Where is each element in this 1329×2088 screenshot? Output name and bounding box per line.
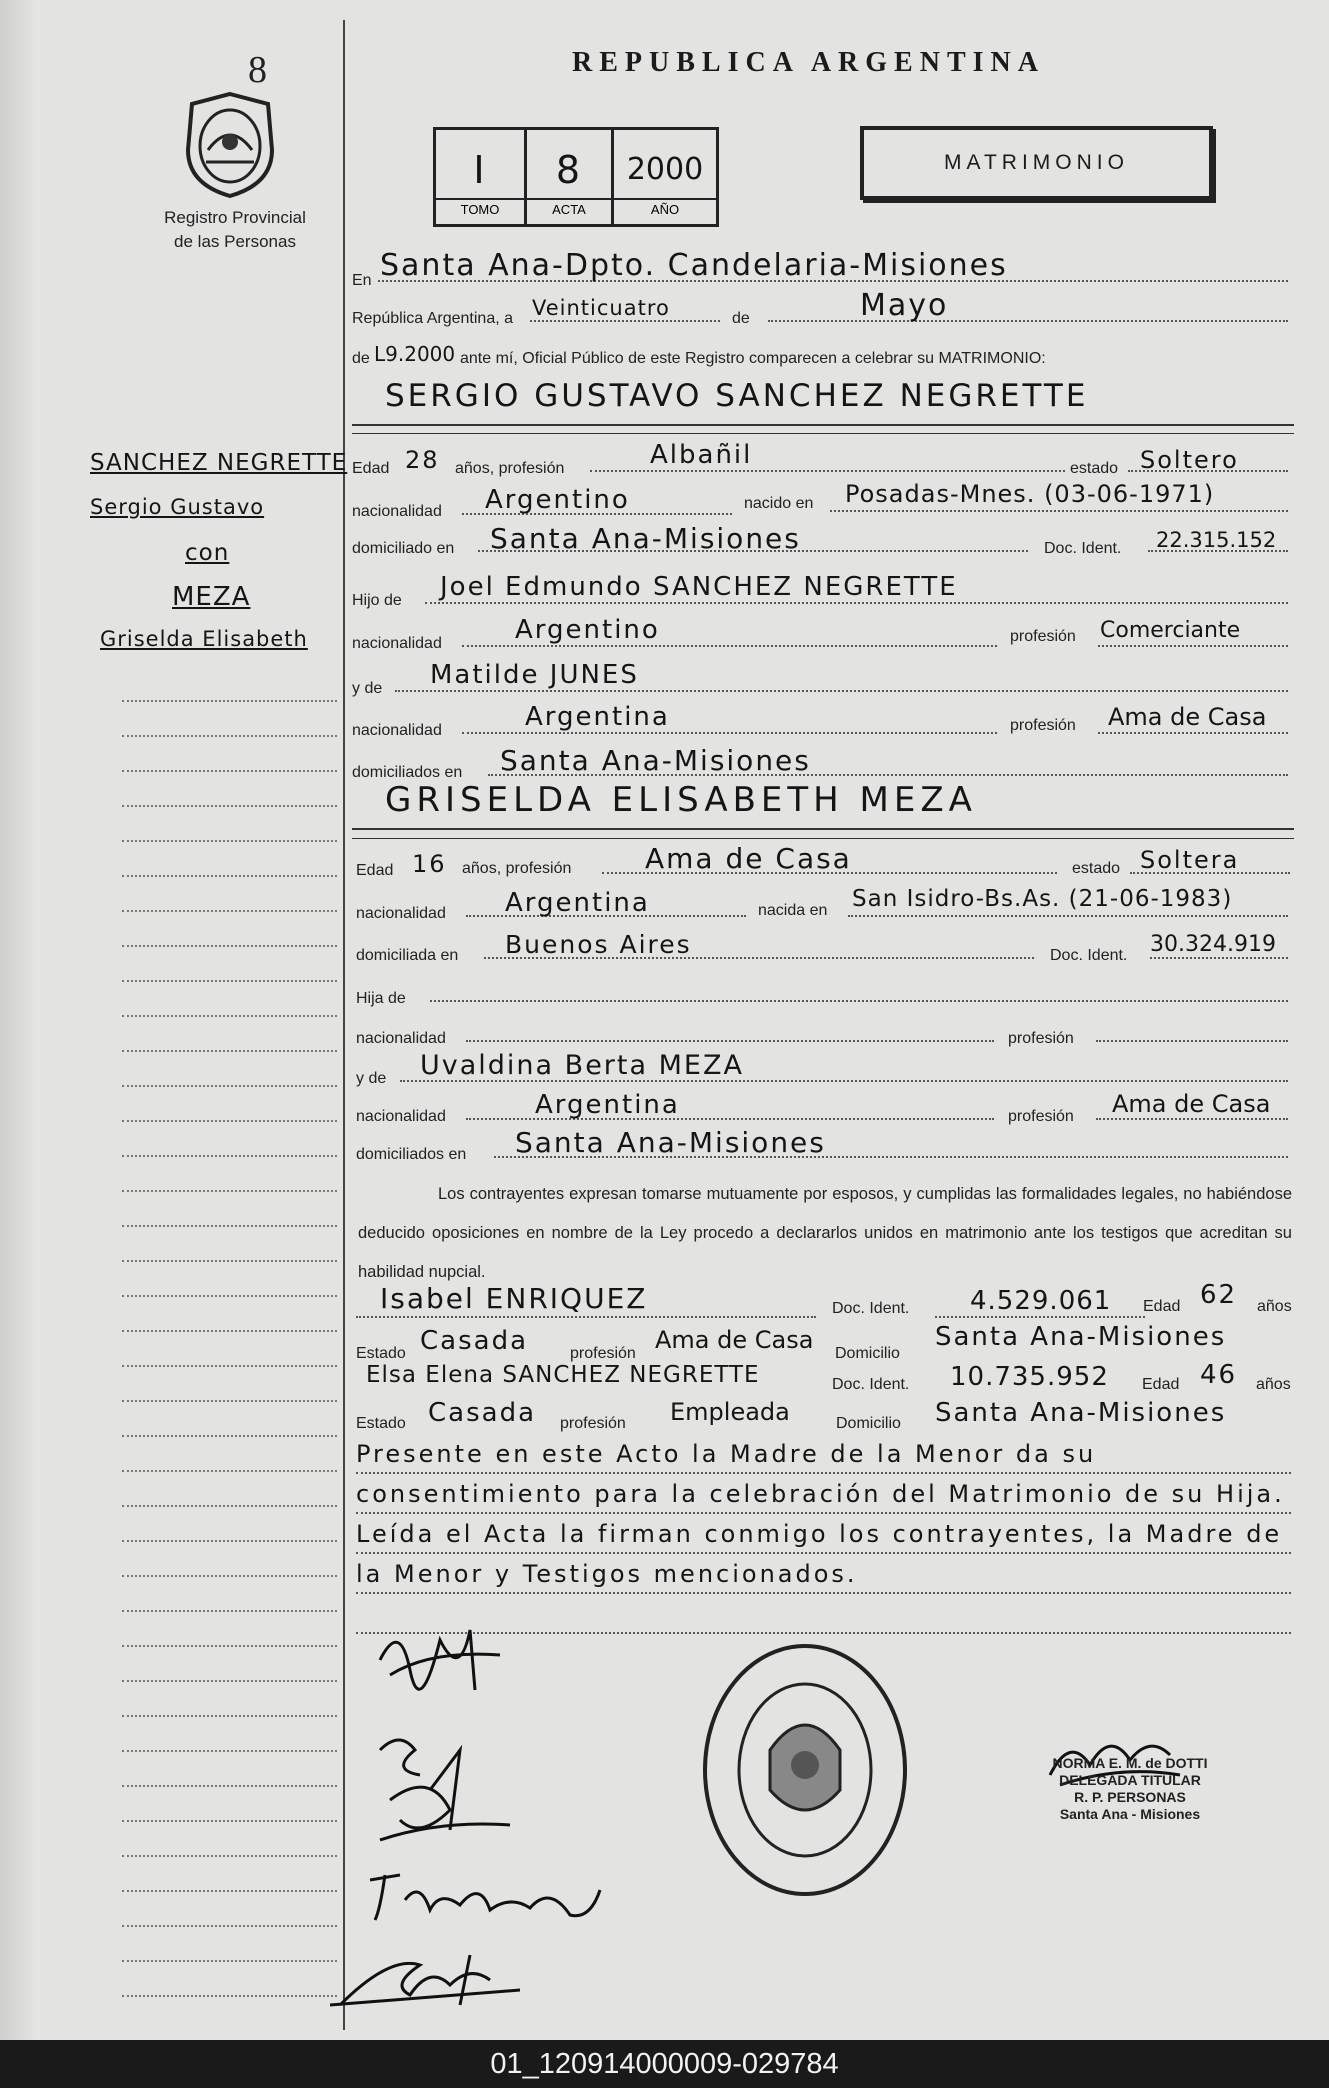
bride-mother-nationality: Argentina bbox=[535, 1090, 680, 1120]
ano-value: 2000 bbox=[626, 152, 704, 187]
signature-witness-1 bbox=[360, 1860, 620, 1935]
bride-profession: Ama de Casa bbox=[645, 842, 852, 875]
groom-full-name: SERGIO GUSTAVO SANCHEZ NEGRETTE bbox=[385, 378, 1089, 414]
bride-mother-nationality-label: nacionalidad bbox=[356, 1108, 446, 1125]
signature-witness-2 bbox=[330, 1945, 530, 2020]
witness2-profession: Empleada bbox=[670, 1398, 790, 1426]
groom-address-label: domiciliado en bbox=[352, 540, 455, 557]
groom-mother-label: y de bbox=[352, 680, 383, 697]
groom-father-nationality-label: nacionalidad bbox=[352, 635, 442, 652]
day-value: Veinticuatro bbox=[532, 296, 670, 320]
document-type: MATRIMONIO bbox=[944, 151, 1129, 174]
witness2-age-label: Edad bbox=[1142, 1376, 1180, 1393]
bride-parents-address-label: domiciliados en bbox=[356, 1146, 467, 1163]
signature-groom bbox=[370, 1610, 510, 1705]
groom-id: 22.315.152 bbox=[1156, 528, 1277, 552]
year-value: L9.2000 bbox=[374, 342, 456, 366]
groom-father-nationality: Argentino bbox=[515, 615, 660, 645]
groom-age: 28 bbox=[405, 446, 440, 474]
official-office: R. P. PERSONAS bbox=[1074, 1789, 1186, 1805]
bride-birthplace: San Isidro-Bs.As. (21-06-1983) bbox=[852, 886, 1233, 912]
witness2-id: 10.735.952 bbox=[950, 1362, 1109, 1392]
groom-mother-profession: Ama de Casa bbox=[1108, 703, 1267, 731]
witness1-status-label: Estado bbox=[356, 1345, 406, 1362]
groom-nationality-label: nacionalidad bbox=[352, 503, 442, 520]
groom-parents-address: Santa Ana-Misiones bbox=[500, 744, 811, 777]
groom-mother-nationality: Argentina bbox=[525, 702, 670, 732]
record-number-box bbox=[433, 127, 719, 227]
image-id-footer: 01_120914000009-029784 bbox=[0, 2040, 1329, 2088]
bride-mother-profession-label: profesión bbox=[1008, 1108, 1074, 1125]
bride-mother-label: y de bbox=[356, 1070, 387, 1087]
groom-address: Santa Ana-Misiones bbox=[490, 522, 801, 555]
witness2-status: Casada bbox=[428, 1398, 537, 1428]
groom-father-label: Hijo de bbox=[352, 592, 402, 609]
bride-full-name: GRISELDA ELISABETH MEZA bbox=[385, 780, 977, 820]
declaration-paragraph: Los contrayentes expresan tomarse mutuamente por esposos, y cumplidas las formalidades legales, no habiéndose deducido oposiciones en nombre de la Ley procedo a declararlos unidos en matrimonio ante los testigos que acreditan su habilidad nupcial. bbox=[358, 1185, 1292, 1281]
bride-profession-label: años, profesión bbox=[462, 860, 572, 877]
groom-status: Soltero bbox=[1140, 446, 1239, 474]
margin-rule bbox=[343, 20, 345, 2030]
groom-id-label: Doc. Ident. bbox=[1044, 540, 1122, 557]
witness1-status: Casada bbox=[420, 1326, 529, 1356]
groom-father-profession: Comerciante bbox=[1100, 618, 1241, 643]
bride-id: 30.324.919 bbox=[1150, 932, 1276, 957]
groom-age-label: Edad bbox=[352, 460, 390, 477]
official-location: Santa Ana - Misiones bbox=[1059, 1806, 1201, 1822]
de-label-1: de bbox=[732, 310, 750, 327]
margin-bride-name: Griselda Elisabeth bbox=[100, 627, 308, 651]
official-stamp bbox=[700, 1640, 910, 1905]
ano-label: AÑO bbox=[650, 202, 680, 217]
witness1-name: Isabel ENRIQUEZ bbox=[380, 1282, 648, 1315]
witness2-profession-label: profesión bbox=[560, 1415, 626, 1432]
witness2-status-label: Estado bbox=[356, 1415, 406, 1432]
republic-label: República Argentina, a bbox=[352, 310, 513, 327]
witness1-age: 62 bbox=[1200, 1280, 1238, 1310]
groom-mother: Matilde JUNES bbox=[430, 660, 639, 690]
province-seal-icon bbox=[180, 90, 280, 205]
bride-parents-address: Santa Ana-Misiones bbox=[515, 1126, 826, 1159]
bride-father-profession-label: profesión bbox=[1008, 1030, 1074, 1047]
witness2-name: Elsa Elena SANCHEZ NEGRETTE bbox=[366, 1362, 760, 1388]
bride-age: 16 bbox=[412, 850, 447, 878]
page-binding-edge bbox=[0, 0, 40, 2040]
official-stamp-text bbox=[1015, 1755, 1245, 1823]
acta-label: ACTA bbox=[552, 202, 586, 217]
observations-text: Presente en este Acto la Madre de la Menor da su consentimiento para la celebración del Matrimonio de su Hija. Leída el Acta la firman conmigo los contrayentes, la Madre de la Menor y Testigos mencionados. bbox=[356, 1440, 1285, 1588]
groom-father: Joel Edmundo SANCHEZ NEGRETTE bbox=[440, 572, 958, 602]
bride-id-label: Doc. Ident. bbox=[1050, 947, 1128, 964]
de-year-label: de bbox=[352, 350, 370, 367]
bride-born-label: nacida en bbox=[758, 902, 828, 919]
witness1-profession: Ama de Casa bbox=[655, 1326, 814, 1354]
bride-nationality-label: nacionalidad bbox=[356, 905, 446, 922]
bride-status-label: estado bbox=[1072, 860, 1121, 877]
intro-text: ante mí, Oficial Público de este Registro comparecen a celebrar su MATRIMONIO: bbox=[460, 350, 1046, 367]
margin-groom-surname: SANCHEZ NEGRETTE bbox=[90, 450, 348, 476]
official-title: DELEGADA TITULAR bbox=[1059, 1772, 1201, 1788]
margin-groom-name: Sergio Gustavo bbox=[90, 495, 265, 519]
registry-line-1: Registro Provincial bbox=[164, 208, 306, 227]
witness1-domicile: Santa Ana-Misiones bbox=[935, 1322, 1227, 1352]
signature-bride bbox=[360, 1730, 520, 1855]
country-title: REPUBLICA ARGENTINA bbox=[572, 47, 1045, 78]
witness1-id: 4.529.061 bbox=[970, 1286, 1112, 1316]
groom-birthplace: Posadas-Mnes. (03-06-1971) bbox=[845, 480, 1215, 508]
witness1-profession-label: profesión bbox=[570, 1345, 636, 1362]
groom-status-label: estado bbox=[1070, 460, 1119, 477]
document-type-box bbox=[860, 126, 1213, 200]
official-name: NORMA E. M. de DOTTI bbox=[1052, 1755, 1208, 1771]
witness1-age-label: Edad bbox=[1143, 1298, 1181, 1315]
bride-father-nationality-label: nacionalidad bbox=[356, 1030, 446, 1047]
bride-status: Soltera bbox=[1140, 846, 1240, 874]
witness1-id-label: Doc. Ident. bbox=[832, 1300, 910, 1317]
place-value: Santa Ana-Dpto. Candelaria-Misiones bbox=[380, 248, 1008, 283]
tomo-label: TOMO bbox=[460, 202, 500, 217]
groom-born-label: nacido en bbox=[744, 495, 814, 512]
witness1-domicile-label: Domicilio bbox=[835, 1345, 900, 1362]
margin-bride-surname: MEZA bbox=[172, 582, 251, 612]
registry-line-2: de las Personas bbox=[174, 232, 296, 251]
tomo-value: I bbox=[473, 148, 487, 192]
witness2-domicile: Santa Ana-Misiones bbox=[935, 1398, 1227, 1428]
groom-profession: Albañil bbox=[650, 440, 753, 470]
page-number: 8 bbox=[248, 49, 267, 91]
groom-father-profession-label: profesión bbox=[1010, 628, 1076, 645]
groom-profession-label: años, profesión bbox=[455, 460, 565, 477]
groom-nationality: Argentino bbox=[485, 485, 630, 515]
bride-age-label: Edad bbox=[356, 862, 394, 879]
witness2-domicile-label: Domicilio bbox=[836, 1415, 901, 1432]
witness2-years-label: años bbox=[1256, 1376, 1291, 1393]
bride-mother-profession: Ama de Casa bbox=[1112, 1090, 1271, 1118]
registry-name bbox=[140, 206, 330, 254]
bride-nationality: Argentina bbox=[505, 888, 650, 918]
acta-value: 8 bbox=[555, 148, 583, 192]
month-value: Mayo bbox=[860, 288, 949, 323]
groom-parents-address-label: domiciliados en bbox=[352, 764, 463, 781]
witness1-years-label: años bbox=[1257, 1298, 1292, 1315]
bride-address: Buenos Aires bbox=[505, 930, 692, 959]
witness2-age: 46 bbox=[1200, 1360, 1238, 1390]
bride-address-label: domiciliada en bbox=[356, 947, 459, 964]
bride-father-label: Hija de bbox=[356, 990, 406, 1007]
groom-mother-nationality-label: nacionalidad bbox=[352, 722, 442, 739]
groom-mother-profession-label: profesión bbox=[1010, 717, 1076, 734]
margin-connector: con bbox=[185, 540, 230, 566]
witness2-id-label: Doc. Ident. bbox=[832, 1376, 910, 1393]
en-label: En bbox=[352, 272, 372, 289]
bride-mother: Uvaldina Berta MEZA bbox=[420, 1050, 744, 1081]
